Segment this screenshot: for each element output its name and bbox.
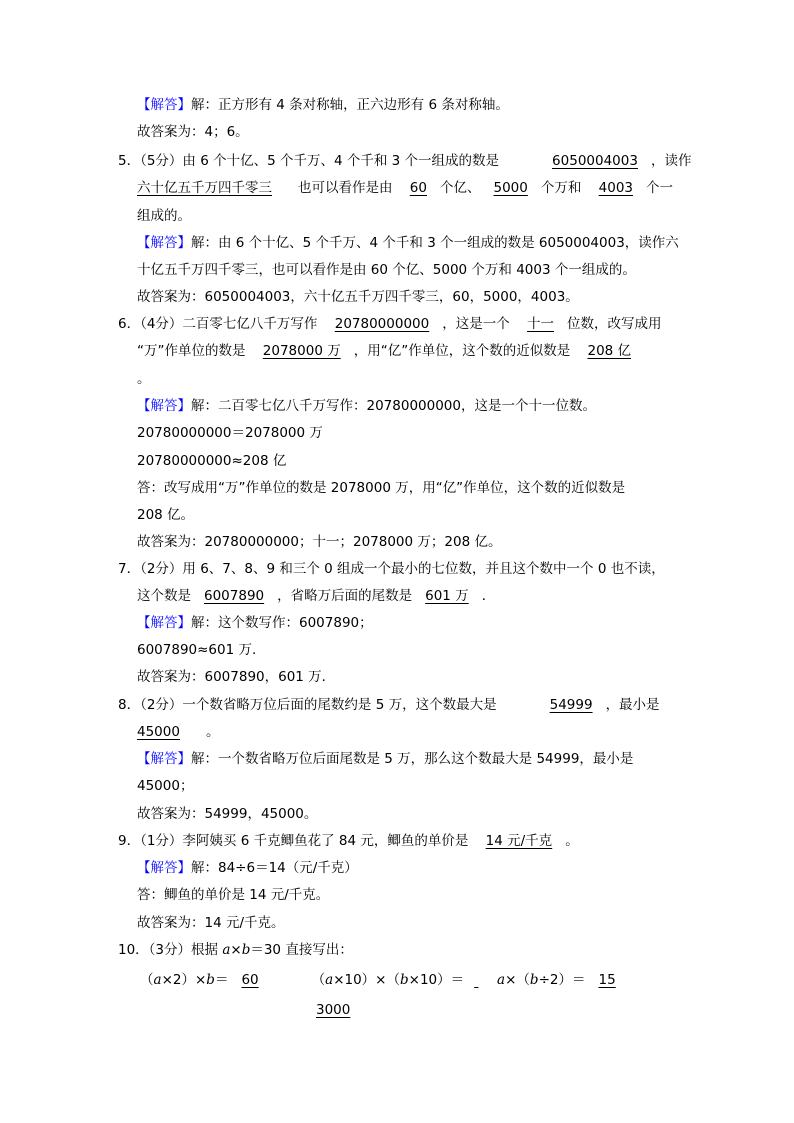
text-line xyxy=(118,152,691,170)
math-variable: b xyxy=(241,942,251,958)
answer-label: 【解答】 xyxy=(137,860,191,876)
text-segment: 故答案为：4；6。 xyxy=(137,124,249,140)
text-segment: 8．（2分）一个数省略万位后面的尾数约是 5 万，这个数最大是 xyxy=(118,697,497,713)
text-line xyxy=(137,805,317,823)
answer-label: 【解答】 xyxy=(137,235,191,251)
math-variable: b xyxy=(400,972,409,988)
math-variable: a xyxy=(497,972,506,988)
text-line xyxy=(118,696,660,714)
text-line xyxy=(137,587,495,605)
text-segment: ，最小是 xyxy=(605,697,660,713)
text-segment: 20780000000≈208 亿 xyxy=(137,453,287,469)
text-line xyxy=(137,96,509,114)
text-segment: 故答案为：6007890，601 万． xyxy=(137,669,336,685)
text-segment: 208 亿。 xyxy=(137,507,195,523)
answer-label: 【解答】 xyxy=(137,398,191,414)
text-line xyxy=(137,886,329,904)
text-line xyxy=(137,479,625,497)
text-segment: 9．（1分）李阿姨买 6 千克鲫鱼花了 84 元，鲫鱼的单价是 xyxy=(118,833,473,849)
answer-blank: 601 万 xyxy=(425,588,469,604)
text-segment: “万”作单位的数是 xyxy=(137,343,250,359)
answer-blank: 六十亿五千万四千零三 xyxy=(137,180,272,196)
answer-blank: 15 xyxy=(598,972,616,988)
answer-blank: 2078000 万 xyxy=(262,343,341,359)
text-line xyxy=(118,941,353,959)
text-segment: 个一 xyxy=(646,180,673,196)
text-segment: 解：二百零七亿八千万写作：20780000000，这是一个十一位数。 xyxy=(191,398,596,414)
text-segment: 故答案为：20780000000；十一；2078000 万；208 亿。 xyxy=(137,534,502,550)
text-segment: × xyxy=(230,942,242,958)
math-variable: a xyxy=(153,972,162,988)
text-line xyxy=(137,859,358,877)
answer-blank: 14 元/千克 xyxy=(485,833,553,849)
answer-blank: 3000 xyxy=(316,1002,351,1018)
text-line xyxy=(137,641,266,659)
text-line xyxy=(118,315,662,333)
text-segment: （ xyxy=(140,972,154,988)
text-segment: ×10）×（ xyxy=(333,972,400,988)
text-line xyxy=(137,668,335,686)
text-segment: 6．（4分）二百零七亿八千万写作 xyxy=(118,316,322,332)
text-line xyxy=(140,971,629,989)
text-line xyxy=(137,914,285,932)
answer-blank: 4003 xyxy=(598,180,633,196)
text-segment xyxy=(488,972,497,988)
text-segment: 个亿、 xyxy=(439,180,481,196)
text-segment: ，读作 xyxy=(650,153,692,169)
text-line xyxy=(137,397,596,415)
text-segment: 10．（3分）根据 xyxy=(118,942,223,958)
text-line xyxy=(137,723,219,741)
text-line xyxy=(137,506,194,524)
math-variable: b xyxy=(206,972,215,988)
text-line xyxy=(137,750,633,768)
text-line xyxy=(137,777,193,795)
text-segment: 解：正方形有 4 条对称轴，正六边形有 6 条对称轴。 xyxy=(191,97,509,113)
math-variable: b xyxy=(529,972,539,988)
text-segment: 故答案为：6050004003，六十亿五千万四千零三，60，5000，4003。 xyxy=(137,289,579,305)
answer-blank: 60 xyxy=(241,972,259,988)
text-segment: ，省略万后面的尾数是 xyxy=(277,588,413,604)
text-line xyxy=(137,424,323,442)
text-segment: 20780000000＝2078000 万 xyxy=(137,425,323,441)
text-segment: 。 xyxy=(205,724,220,740)
answer-blank: 45000 xyxy=(137,724,180,740)
text-segment: ×2）× xyxy=(161,972,207,988)
text-segment: 答：鲫鱼的单价是 14 元/千克。 xyxy=(137,887,330,903)
text-segment: 解：这个数写作：6007890； xyxy=(191,615,373,631)
text-segment: 解：84÷6＝14（元/千克） xyxy=(191,860,358,876)
text-segment: 故答案为：54999，45000。 xyxy=(137,806,318,822)
text-segment: 也可以看作是由 xyxy=(298,180,397,196)
text-segment: 6007890≈601 万． xyxy=(137,642,266,658)
answer-blank: 20780000000 xyxy=(334,316,430,332)
answer-blank: 208 亿 xyxy=(587,343,632,359)
text-segment: 这个数是 xyxy=(137,588,191,604)
text-line xyxy=(137,261,636,279)
text-line xyxy=(137,342,644,360)
text-segment: 故答案为：14 元/千克。 xyxy=(137,915,285,931)
answer-blank: 54999 xyxy=(549,697,593,713)
answer-blank: 60 xyxy=(409,180,427,196)
text-segment: 解：由 6 个十亿、5 个千万、4 个千和 3 个一组成的数是 6050004003，读作六 xyxy=(191,235,679,251)
text-segment: ×（ xyxy=(505,972,530,988)
answer-blank: 6007890 xyxy=(204,588,265,604)
text-line xyxy=(137,614,373,632)
text-segment: ×10）＝ xyxy=(408,972,465,988)
text-line xyxy=(137,288,579,306)
text-line xyxy=(118,560,665,578)
answer-blank: 十一 xyxy=(527,316,555,332)
text-segment: ÷2）＝ xyxy=(538,972,586,988)
text-segment: ＝30 直接写出： xyxy=(250,942,353,958)
text-segment: 解：一个数省略万位后面尾数是 5 万，那么这个数最大是 54999，最小是 xyxy=(191,751,634,767)
answer-label: 【解答】 xyxy=(137,751,191,767)
math-variable: a xyxy=(325,972,334,988)
text-segment: 。 xyxy=(137,371,151,387)
text-line xyxy=(137,234,679,252)
text-line xyxy=(137,370,151,388)
text-segment: 十亿五千万四千零三，也可以看作是由 60 个亿、5000 个万和 4003 个一组成的。 xyxy=(137,262,636,278)
text-segment: （ xyxy=(311,972,326,988)
text-segment: 答：改写成用“万”作单位的数是 2078000 万，用“亿”作单位，这个数的近似数是 xyxy=(137,480,626,496)
text-line xyxy=(137,533,501,551)
text-line xyxy=(137,179,673,197)
text-line xyxy=(137,123,249,141)
text-segment: ，这是一个 xyxy=(442,316,515,332)
text-line xyxy=(137,207,191,225)
answer-blank xyxy=(464,972,488,988)
math-variable: a xyxy=(222,942,231,958)
text-segment: ＝ xyxy=(214,972,229,988)
answer-label: 【解答】 xyxy=(137,97,191,113)
text-segment: 个万和 xyxy=(540,180,586,196)
text-line xyxy=(316,1001,376,1019)
text-segment: 组成的。 xyxy=(137,208,191,224)
text-line xyxy=(137,452,286,470)
text-segment: 位数，改写成用 xyxy=(567,316,662,332)
text-segment: 7．（2分）用 6、7、8、9 和三个 0 组成一个最小的七位数，并且这个数中一个 0 也不读， xyxy=(118,561,665,577)
text-segment: 45000； xyxy=(137,778,194,794)
text-segment: 。 xyxy=(565,833,579,849)
text-segment: ，用“亿”作单位，这个数的近似数是 xyxy=(353,343,575,359)
text-line xyxy=(118,832,579,850)
answer-blank: 5000 xyxy=(493,180,528,196)
answer-label: 【解答】 xyxy=(137,615,191,631)
answer-blank: 6050004003 xyxy=(552,153,638,169)
text-segment: ． xyxy=(481,588,496,604)
text-segment: 5．（5分）由 6 个十亿、5 个千万、4 个千和 3 个一组成的数是 xyxy=(118,153,500,169)
